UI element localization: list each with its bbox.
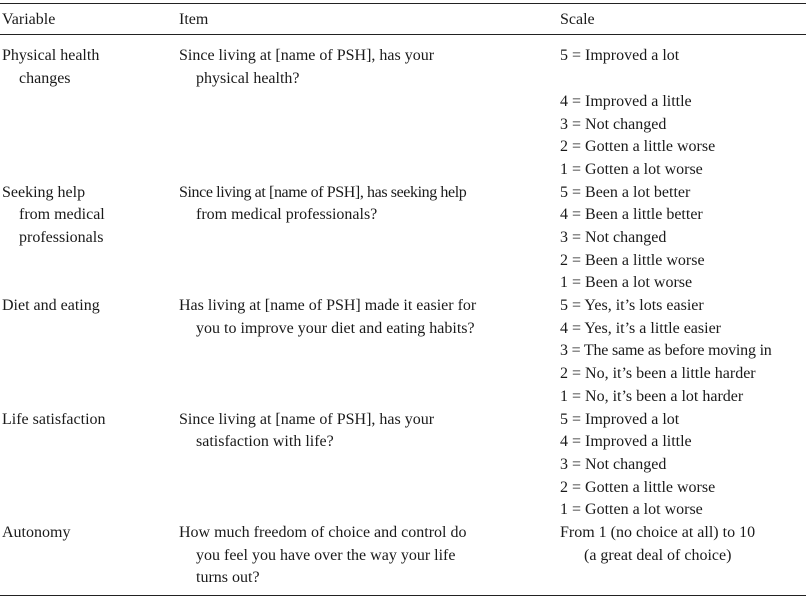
row-scale-option: From 1 (no choice at all) to 10	[560, 524, 756, 541]
top-rule	[0, 3, 806, 4]
header-variable: Variable	[2, 11, 56, 28]
row-item: you feel you have over the way your life	[196, 547, 456, 564]
row-item: Since living at [name of PSH], has seeking help	[179, 184, 467, 201]
row-scale-option: 3 = Not changed	[560, 116, 667, 133]
row-item: you to improve your diet and eating habits?	[196, 320, 475, 337]
row-scale-option: 4 = Yes, it’s a little easier	[560, 320, 722, 337]
row-variable: Life satisfaction	[2, 411, 106, 428]
row-item: Has living at [name of PSH] made it easier for	[179, 297, 477, 314]
row-scale-option: 4 = Been a little better	[560, 206, 703, 223]
row-item: physical health?	[196, 70, 300, 87]
row-variable: Autonomy	[2, 524, 71, 541]
row-scale-option: 1 = Gotten a lot worse	[560, 501, 703, 518]
row-scale-option: (a great deal of choice)	[584, 547, 732, 564]
row-scale-option: 3 = Not changed	[560, 229, 667, 246]
row-scale-option: 2 = No, it’s been a little harder	[560, 365, 756, 382]
row-scale-option: 4 = Improved a little	[560, 93, 692, 110]
row-variable: Physical health	[2, 47, 100, 64]
row-item: How much freedom of choice and control do	[179, 524, 467, 541]
row-item: Since living at [name of PSH], has your	[179, 411, 435, 428]
row-scale-option: 5 = Been a lot better	[560, 184, 691, 201]
header-item: Item	[179, 11, 209, 28]
row-scale-option: 1 = No, it’s been a lot harder	[560, 388, 744, 405]
row-item: turns out?	[196, 569, 260, 586]
row-variable: Seeking help	[2, 184, 86, 201]
row-scale-option: 1 = Gotten a lot worse	[560, 161, 703, 178]
row-scale-option: 3 = The same as before moving in	[560, 342, 772, 359]
row-scale-option: 1 = Been a lot worse	[560, 274, 693, 291]
bottom-rule	[0, 595, 806, 596]
row-scale-option: 5 = Yes, it’s lots easier	[560, 297, 704, 314]
row-scale-option: 2 = Gotten a little worse	[560, 479, 716, 496]
row-scale-option: 3 = Not changed	[560, 456, 667, 473]
header-scale: Scale	[560, 11, 595, 28]
row-scale-option: 5 = Improved a lot	[560, 411, 680, 428]
row-variable: changes	[19, 70, 71, 87]
row-item: from medical professionals?	[196, 206, 378, 223]
row-item: satisfaction with life?	[196, 433, 334, 450]
row-scale-option: 2 = Been a little worse	[560, 252, 705, 269]
row-scale-option: 5 = Improved a lot	[560, 47, 680, 64]
header-rule	[0, 34, 806, 35]
row-scale-option: 4 = Improved a little	[560, 433, 692, 450]
row-item: Since living at [name of PSH], has your	[179, 47, 435, 64]
row-variable: from medical	[19, 206, 105, 223]
row-variable: Diet and eating	[2, 297, 100, 314]
row-scale-option: 2 = Gotten a little worse	[560, 138, 716, 155]
row-variable: professionals	[19, 229, 104, 246]
